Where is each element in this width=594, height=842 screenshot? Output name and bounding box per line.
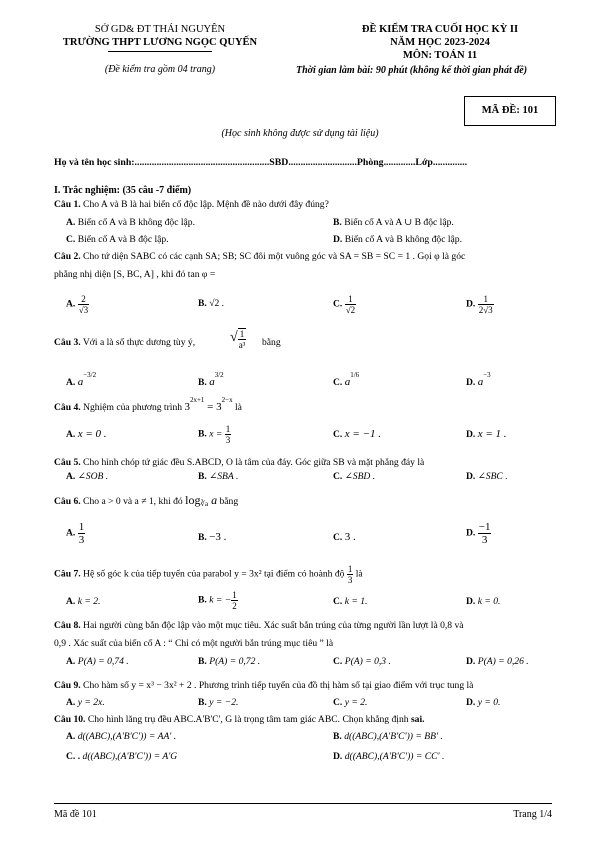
denominator: 2√3 [478, 305, 493, 315]
option-text: P(A) = 0,74 . [77, 656, 129, 667]
option-label: B. [198, 594, 207, 606]
option-label: A. [66, 377, 76, 388]
q6-option-b[interactable] [198, 531, 226, 543]
section-title: I. Trắc nghiệm: (35 câu -7 điểm) [54, 185, 192, 196]
question-3 [54, 337, 195, 348]
q7-option-c[interactable] [333, 596, 367, 607]
time-note: Thời gian làm bài: 90 phút (không kể thời gian phát đề) [296, 65, 528, 76]
exponent: −3 [483, 371, 491, 379]
q5-option-c[interactable] [333, 471, 375, 482]
footer-exam-code: Mã đề 101 [54, 809, 97, 820]
question-label: Câu 7. [54, 568, 81, 580]
option-text: √2 . [209, 298, 225, 309]
question-text: Cho hình chóp tứ giác đều S.ABCD, O là tâm của đáy. Góc giữa SB và mặt phẳng đáy là [80, 457, 425, 468]
footer-page-number: Trang 1/4 [513, 809, 552, 820]
option-label: D. [466, 527, 476, 539]
denominator: √2 [345, 305, 356, 315]
q10-option-c[interactable] [66, 751, 177, 762]
q4-option-b[interactable] [198, 424, 231, 445]
exam-title: ĐỀ KIỂM TRA CUỐI HỌC KỲ II [361, 24, 519, 35]
question-text: Cho hàm số y = x³ − 3x² + 2 . Phương trình tiếp tuyến của đồ thị hàm số tại giao điểm với trục tung là [80, 680, 474, 691]
option-label: C. . [66, 751, 81, 762]
option-label: B. [333, 731, 342, 742]
q8-option-b[interactable] [198, 656, 260, 667]
question-10 [54, 714, 425, 725]
log-word: log [185, 493, 201, 507]
q10-option-b[interactable] [333, 731, 443, 742]
option-label: D. [466, 429, 476, 440]
option-text: P(A) = 0,72 . [209, 656, 261, 667]
option-label: C. [333, 532, 343, 543]
option-label: D. [466, 377, 476, 388]
exam-code: MÃ ĐỀ: 101 [481, 105, 539, 116]
question-5 [54, 457, 424, 468]
option-label: A. [66, 731, 76, 742]
question-tail: là [232, 402, 242, 413]
question-label: Câu 10. [54, 714, 86, 725]
question-label: Câu 2. [54, 251, 81, 262]
question-label: Câu 9. [54, 680, 81, 691]
option-label: C. [333, 697, 343, 708]
option-label: C. [333, 596, 343, 607]
option-text: 3 . [344, 531, 356, 543]
q6-option-c[interactable] [333, 531, 356, 543]
base: a [77, 376, 84, 388]
option-label: D. [333, 234, 343, 245]
q7-option-a[interactable] [66, 596, 100, 607]
fraction [225, 424, 232, 445]
option-label: A. [66, 298, 76, 310]
q3-tail: bằng [262, 337, 281, 348]
option-label: C. [333, 377, 343, 388]
q9-option-c[interactable] [333, 697, 367, 708]
department-name: SỞ GD& ĐT THÁI NGUYÊN [94, 24, 226, 35]
q7-option-d[interactable] [466, 596, 500, 607]
option-label: B. [198, 377, 207, 388]
q4-option-a[interactable] [66, 428, 107, 440]
question-text: Cho a > 0 và a ≠ 1, khi đó [80, 496, 183, 507]
option-prefix: k = − [209, 594, 232, 606]
q10-option-d[interactable] [333, 751, 444, 762]
question-1 [54, 199, 329, 210]
fraction [347, 564, 354, 585]
pages-note: (Đề kiểm tra gồm 04 trang) [104, 64, 216, 75]
question-2-line2: phẳng nhị diện [S, BC, A] , khi đó tan φ = [54, 269, 216, 280]
numerator: 1 [345, 294, 356, 305]
option-text: x = 1 . [477, 428, 507, 440]
eq-exponent-1: 2x+1 [189, 396, 205, 404]
eq-base: 3 [184, 401, 190, 413]
question-tail: bằng [217, 496, 239, 507]
numerator: 1 [478, 294, 494, 305]
option-text: y = 2. [344, 697, 368, 708]
q1-option-a[interactable] [66, 217, 195, 228]
q8-option-d[interactable] [466, 656, 529, 667]
option-label: A. [66, 527, 76, 539]
numerator: 1 [225, 424, 231, 434]
log-base: ∛a [200, 500, 209, 508]
option-label: C. [333, 429, 343, 440]
option-text: P(A) = 0,26 . [477, 656, 529, 667]
school-name: TRƯỜNG THPT LƯƠNG NGỌC QUYẾN [62, 37, 258, 48]
question-text: Cho A và B là hai biến cố độc lập. Mệnh đề nào dưới đây đúng? [80, 199, 329, 210]
log-arg: a [208, 493, 218, 507]
base: a [477, 376, 484, 388]
sqrt-icon: √ [230, 330, 238, 346]
fraction [478, 294, 494, 315]
question-label: Câu 3. [54, 337, 81, 348]
fraction [78, 521, 86, 546]
option-label: D. [466, 471, 476, 482]
q5-option-a[interactable] [66, 471, 108, 482]
q9-option-a[interactable] [66, 697, 105, 708]
q5-option-d[interactable] [466, 471, 508, 482]
q1-option-c[interactable] [66, 234, 169, 245]
footer-rule [54, 803, 552, 804]
exponent: −3/2 [83, 371, 97, 379]
q2-option-a[interactable] [66, 294, 89, 315]
option-label: B. [198, 298, 207, 309]
numerator: 1 [232, 590, 237, 600]
base: a [344, 376, 351, 388]
denominator: 3 [78, 534, 85, 546]
option-text: y = −2. [209, 697, 239, 708]
option-text: ∠SBA . [209, 471, 239, 482]
option-label: D. [466, 656, 476, 667]
q3-option-b[interactable] [198, 371, 224, 388]
question-label: Câu 8. [54, 620, 81, 631]
equation [184, 396, 233, 413]
q1-option-d[interactable] [333, 234, 462, 245]
option-text: P(A) = 0,3 . [344, 656, 391, 667]
q1-option-b[interactable] [333, 217, 454, 228]
q6-option-d[interactable] [466, 521, 491, 546]
question-9 [54, 680, 473, 691]
q3-option-c[interactable] [333, 371, 360, 388]
question-6 [54, 493, 238, 508]
option-text: ∠SBD . [344, 471, 376, 482]
option-label: A. [66, 697, 76, 708]
option-text: y = 2x. [77, 697, 105, 708]
student-info-line: Họ và tên học sinh:.......................................................SBD............................Phòng.............Lớp.............. [54, 157, 468, 168]
subject: MÔN: TOÁN 11 [402, 50, 478, 61]
option-text: k = 1. [344, 596, 368, 607]
option-text: d((ABC),(A'B'C')) = CC' . [344, 751, 445, 762]
option-label: A. [66, 656, 76, 667]
question-text: Hệ số góc k của tiếp tuyến của parabol y = 3x² tại điểm có hoành độ [80, 568, 345, 580]
log-expression [185, 493, 217, 507]
fraction [231, 590, 238, 611]
school-underline [108, 51, 212, 52]
q3-option-a[interactable] [66, 371, 97, 388]
option-label: C. [333, 298, 343, 310]
question-label: Câu 4. [54, 402, 81, 413]
option-label: B. [198, 428, 207, 440]
question-2 [54, 251, 465, 262]
denominator: √3 [78, 305, 89, 315]
numerator: −1 [478, 521, 491, 533]
option-label: D. [466, 697, 476, 708]
option-text: k = 0. [477, 596, 501, 607]
option-text: y = 0. [477, 697, 501, 708]
option-label: D. [466, 298, 476, 310]
fraction [478, 521, 492, 546]
q2-option-b[interactable] [198, 298, 224, 309]
option-prefix: x = [209, 428, 223, 440]
option-label: C. [66, 234, 76, 245]
option-label: D. [333, 751, 343, 762]
q4-option-c[interactable] [333, 428, 381, 440]
question-4 [54, 396, 242, 413]
option-text: d((ABC),(A'B'C')) = A'G [82, 751, 178, 762]
q5-option-b[interactable] [198, 471, 238, 482]
numerator: 1 [347, 564, 353, 574]
q8-option-a[interactable] [66, 656, 129, 667]
question-text: Cho hình lăng trụ đều ABC.A'B'C', G là trọng tâm tam giác ABC. Chọn khẳng định [85, 714, 411, 725]
option-text: x = −1 . [344, 428, 381, 440]
option-label: D. [466, 596, 476, 607]
question-7 [54, 564, 363, 585]
numerator: 1 [78, 521, 85, 533]
q3-root-expression [230, 328, 246, 350]
q2-option-c[interactable] [333, 294, 356, 315]
eq-mid: = 3 [204, 401, 222, 413]
q10-option-a[interactable] [66, 731, 176, 742]
option-text: ∠SOB . [77, 471, 109, 482]
option-label: B. [198, 697, 207, 708]
exponent: 1/6 [350, 371, 360, 379]
exponent: 3/2 [214, 371, 224, 379]
denominator: 3 [347, 575, 353, 585]
option-text: x = 0 . [77, 428, 107, 440]
option-text: k = 2. [77, 596, 101, 607]
fraction [78, 294, 89, 315]
option-label: A. [66, 596, 76, 607]
question-text: Nghiệm của phương trình [80, 402, 183, 413]
option-label: B. [198, 471, 207, 482]
denominator: 3 [225, 435, 231, 445]
fraction [238, 328, 247, 350]
material-note: (Học sinh không được sử dụng tài liệu) [221, 128, 379, 139]
option-label: B. [198, 532, 207, 543]
eq-exponent-2: 2−x [221, 396, 233, 404]
base: a [209, 376, 215, 388]
option-text: d((ABC),(A'B'C')) = AA' . [77, 731, 177, 742]
denominator: a³ [238, 340, 246, 350]
option-label: A. [66, 471, 76, 482]
question-8-line2: 0,9 . Xác suất của biến cố A : “ Chỉ có một người bắn trúng mục tiêu ” là [54, 638, 334, 649]
fraction [345, 294, 356, 315]
option-label: C. [333, 471, 343, 482]
question-text: Cho tứ diện SABC có các cạnh SA; SB; SC đôi một vuông góc và SA = SB = SC = 1 . Gọi φ là góc [80, 251, 466, 262]
q9-option-d[interactable] [466, 697, 500, 708]
q4-option-d[interactable] [466, 428, 507, 440]
option-label: C. [333, 656, 343, 667]
option-text: −3 . [209, 531, 227, 543]
question-label: Câu 6. [54, 496, 81, 507]
option-text: Biến cố A và A ∪ B độc lập. [344, 217, 454, 228]
question-emphasis: sai. [410, 714, 425, 725]
question-8 [54, 620, 464, 631]
option-label: A. [66, 429, 76, 440]
option-label: B. [333, 217, 342, 228]
q2-option-d[interactable] [466, 294, 494, 315]
q3-option-d[interactable] [466, 371, 491, 388]
denominator: 2 [232, 601, 237, 611]
q6-option-a[interactable] [66, 521, 85, 546]
question-text: Với a là số thực dương tùy ý, [80, 337, 196, 348]
question-tail: là [355, 568, 363, 580]
option-text: Biến cố A và B không độc lập. [344, 234, 462, 245]
option-text: d((ABC),(A'B'C')) = BB' . [344, 731, 443, 742]
numerator: 1 [238, 329, 247, 340]
option-text: Biến cố A và B độc lập. [77, 234, 169, 245]
q8-option-c[interactable] [333, 656, 391, 667]
denominator: 3 [481, 534, 488, 546]
option-text: ∠SBC . [477, 471, 508, 482]
exam-code-box [464, 96, 556, 126]
school-year: NĂM HỌC 2023-2024 [390, 37, 490, 48]
option-label: B. [198, 656, 207, 667]
question-label: Câu 1. [54, 199, 81, 210]
option-text: Biến cố A và B không độc lập. [77, 217, 195, 228]
option-label: A. [66, 217, 76, 228]
question-label: Câu 5. [54, 457, 81, 468]
q9-option-b[interactable] [198, 697, 238, 708]
question-text: Hai người cùng bắn độc lập vào một mục tiêu. Xác suất bắn trúng của từng người lần lượt là 0,8 và [80, 620, 464, 631]
numerator: 2 [78, 294, 89, 305]
q7-option-b[interactable] [198, 590, 238, 611]
